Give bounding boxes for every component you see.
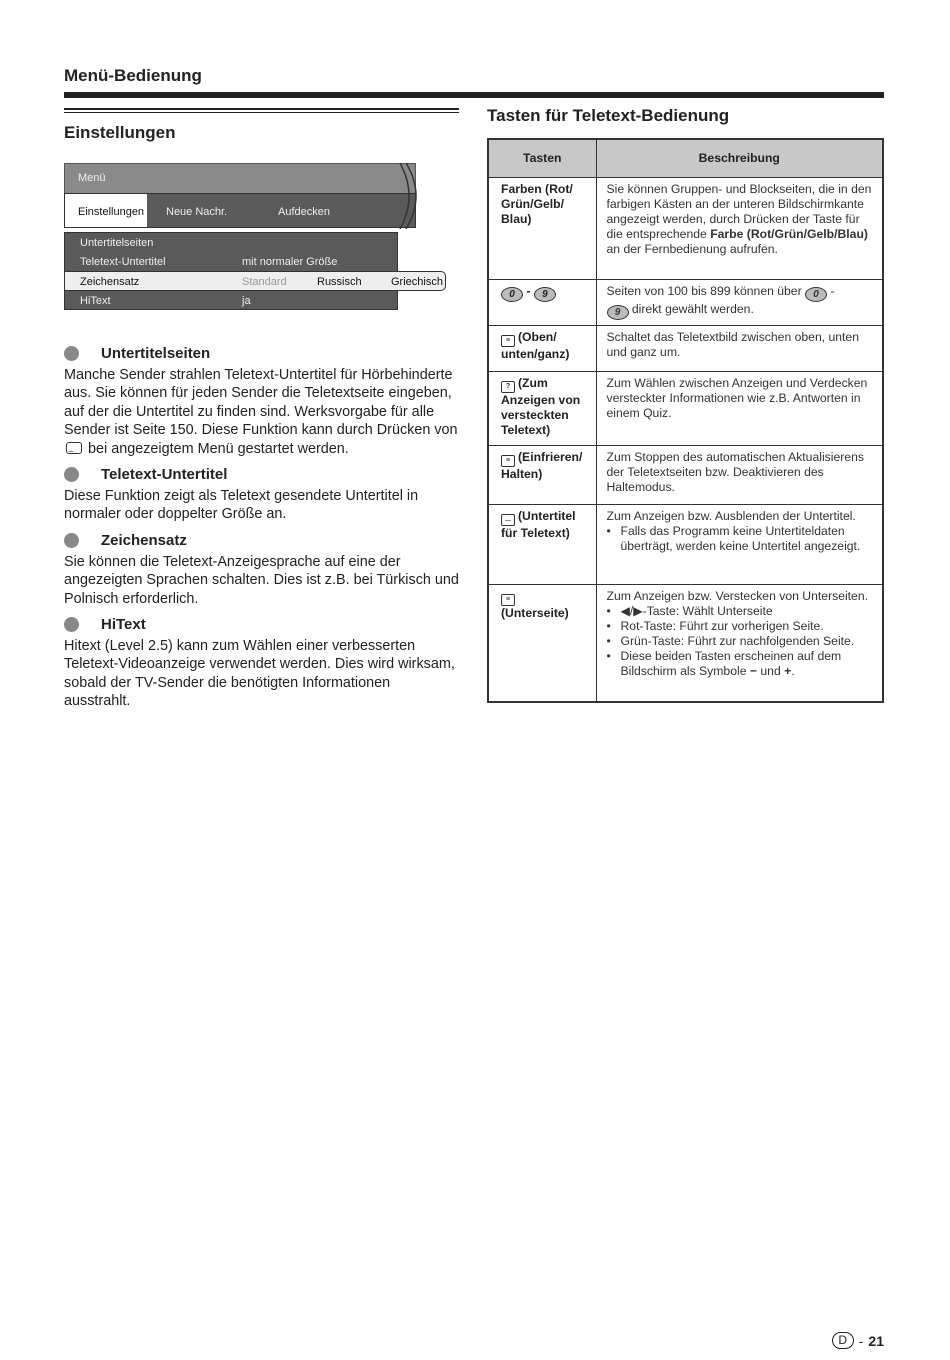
size-button-icon: ≡ (501, 335, 515, 347)
text-part: (Oben/ unten/ganz) (501, 329, 570, 361)
text-part: Seiten von 100 bis 899 können über (606, 283, 802, 298)
table-row (488, 371, 883, 445)
key-cell (488, 279, 596, 325)
text-part: (Untertitel für Teletext) (501, 508, 576, 540)
menu-option-standard: Standard (242, 276, 287, 288)
list-item (607, 649, 875, 679)
table-header-row (488, 139, 883, 177)
menu-option-russisch: Russisch (317, 276, 362, 288)
text-part: direkt gewählt werden. (631, 301, 754, 316)
subsection-title: Teletext-Untertitel (101, 466, 228, 484)
menu-label: Menü (78, 172, 106, 184)
text-part: Zum Anzeigen bzw. Ausblenden der Untertitel. (606, 508, 856, 523)
menu-list (64, 232, 443, 310)
key-cell (488, 584, 596, 702)
menu-row-label: Teletext-Untertitel (80, 256, 166, 268)
table-row (488, 445, 883, 504)
menu-illustration (64, 163, 459, 313)
menu-top-bar (64, 163, 416, 193)
page-footer (832, 1332, 884, 1349)
teletext-keys-title: Tasten für Teletext-Bedienung (487, 106, 730, 125)
table-row (488, 325, 883, 371)
hold-button-icon: ≡ (501, 455, 515, 467)
list-item: • Rot-Taste: Führt zur vorherigen Seite. (607, 619, 875, 634)
bullet-dot-icon (64, 617, 79, 632)
bullet-list (607, 524, 875, 554)
list-item: • Falls das Programm keine Untertiteldaten überträgt, werden keine Untertitel angezeigt. (607, 524, 875, 554)
text-part: und (760, 663, 781, 678)
digit-0-button-icon: 0 (501, 287, 523, 302)
text-part: Sie können Gruppen- und Blockseiten, die in den farbigen Kästen an der unteren Bildschirmkante angezeigt werden, durch Drücken der Taste für die entsprechende (606, 181, 872, 241)
column-header-beschreibung: Beschreibung (596, 139, 883, 177)
subsection-text: Hitext (Level 2.5) kann zum Wählen einer verbesserten Teletext-Videoanzeige verwendet werden. Dies wird wirksam, sobald der TV-Sender die benötigten Informationen ausstrahlt. (64, 638, 455, 710)
text-part: (Zum Anzeigen von versteckten Teletext) (501, 375, 581, 437)
bullet-dot-icon (64, 533, 79, 548)
einstellungen-title: Einstellungen (64, 123, 176, 142)
digit-9-button-icon: 9 (534, 287, 556, 302)
subsection-heading (64, 532, 459, 549)
menu-row-label: HiText (80, 295, 111, 307)
menu-tabs (64, 193, 416, 228)
subsection-title: HiText (101, 616, 146, 634)
desc-cell (596, 279, 883, 325)
subsection-title: Zeichensatz (101, 531, 187, 549)
language-badge: D (832, 1332, 854, 1349)
key-cell (488, 445, 596, 504)
plus-symbol: + (784, 663, 792, 678)
key-cell: Farben (Rot/ Grün/Gelb/ Blau) (488, 177, 596, 279)
menu-row-value: mit normaler Größe (242, 256, 338, 268)
menu-row-untertitelseiten (65, 233, 397, 252)
desc-cell: Zum Stoppen des automatischen Aktualisierens der Teletextseiten bzw. Deaktivieren des Haltemodus. (596, 445, 883, 504)
table-row (488, 504, 883, 584)
header-rule (64, 92, 884, 98)
text-part: . (791, 663, 795, 678)
desc-cell (596, 177, 883, 279)
list-item: • Grün-Taste: Führt zur nachfolgenden Seite. (607, 634, 875, 649)
text-part: (Einfrieren/ Halten) (501, 449, 583, 481)
text-part: Zum Anzeigen bzw. Verstecken von Unterseiten. (606, 588, 868, 603)
text-part: an der Fernbedienung aufrufen. (606, 241, 778, 256)
list-item: • ◀/▶-Taste: Wählt Unterseite (607, 604, 875, 619)
subtitle-button-icon: ... (501, 514, 515, 526)
subsection-heading (64, 466, 459, 483)
text-part: Manche Sender strahlen Teletext-Untertitel für Hörbehinderte aus. Sie können für jeden Sender die Teletextseite eingeben, auf der die Untertitel zu finden sind. Werksvorgabe für alle Sender ist Seite 150. Diese Funktion kann durch Drücken von (64, 367, 458, 439)
page-header-title: Menü-Bedienung (64, 66, 202, 85)
subtitle-button-icon (66, 442, 82, 454)
menu-row-hitext (65, 291, 397, 310)
menu-row-teletext-untertitel (65, 252, 397, 271)
tab-einstellungen: Einstellungen (65, 194, 147, 227)
left-column (64, 108, 459, 719)
desc-cell: Schaltet das Teletextbild zwischen oben, unten und ganz um. (596, 325, 883, 371)
subsection-heading (64, 616, 459, 633)
key-cell (488, 325, 596, 371)
subsection-heading (64, 345, 459, 362)
section-rule (64, 108, 459, 113)
desc-cell (596, 504, 883, 584)
column-header-tasten: Tasten (488, 139, 596, 177)
text-part: Diese beiden Tasten erscheinen auf dem Bildschirm als Symbole (620, 648, 842, 678)
footer-separator: - (858, 1332, 864, 1349)
table-row (488, 279, 883, 325)
subsection-title: Untertitelseiten (101, 345, 211, 362)
subsection-text (64, 366, 459, 458)
menu-curve-decoration (396, 163, 426, 229)
table-row (488, 584, 883, 702)
subpage-button-icon: ≡ (501, 594, 515, 606)
minus-symbol: − (749, 663, 757, 678)
bullet-dot-icon (64, 467, 79, 482)
menu-row-label: Zeichensatz (80, 276, 140, 288)
digit-0-button-icon: 0 (805, 287, 827, 302)
bullet-dot-icon (64, 346, 79, 361)
desc-cell (596, 584, 883, 702)
text-part: (Unterseite) (501, 605, 569, 620)
text-bold: Farbe (Rot/Grün/Gelb/Blau) (710, 226, 868, 241)
right-column (487, 106, 884, 703)
text-part: - (830, 283, 835, 298)
menu-option-griechisch: Griechisch (391, 276, 443, 288)
menu-row-value: ja (242, 295, 251, 307)
tab-neue-nachr: Neue Nachr. (166, 206, 228, 218)
subsection-text: Sie können die Teletext-Anzeigesprache auf eine der angezeigten Sprachen schalten. Dies ist z.B. bei Türkisch und Polnisch erforderlich. (64, 553, 459, 607)
subsection-text: Diese Funktion zeigt als Teletext gesendete Untertitel in normaler oder doppelter Größe an. (64, 488, 419, 523)
page-number: 21 (868, 1332, 884, 1349)
tab-aufdecken: Aufdecken (278, 206, 330, 218)
key-cell (488, 371, 596, 445)
text-part: - (526, 283, 531, 298)
digit-9-button-icon: 9 (607, 305, 629, 320)
bullet-list (607, 604, 875, 679)
table-row (488, 177, 883, 279)
menu-row-zeichensatz (64, 271, 446, 291)
reveal-button-icon: ? (501, 381, 515, 393)
key-cell (488, 504, 596, 584)
text-part: bei angezeigtem Menü gestartet werden. (88, 440, 349, 457)
desc-cell: Zum Wählen zwischen Anzeigen und Verdecken versteckter Informationen wie z.B. Antworten in einem Quiz. (596, 371, 883, 445)
teletext-keys-table (487, 138, 884, 703)
menu-row-label: Untertitelseiten (80, 237, 154, 249)
